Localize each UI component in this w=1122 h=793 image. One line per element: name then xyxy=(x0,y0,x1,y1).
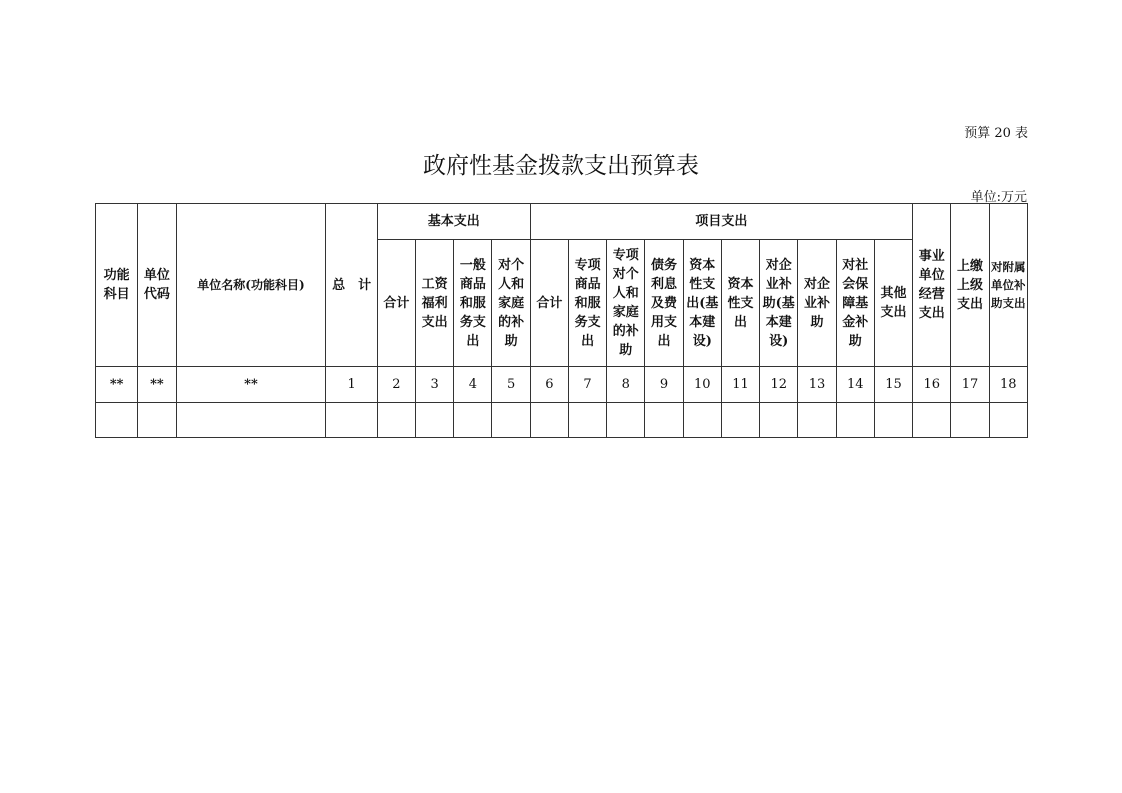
header-project-col: 资本 性支 出(基 本建 设) xyxy=(683,240,721,367)
header-basic-expenditure: 基本支出 xyxy=(377,204,530,240)
header-project-col: 资本 性支 出 xyxy=(721,240,759,367)
header-unit-name: 单位名称(功能科目) xyxy=(176,204,326,367)
header-biz-unit-operating: 事业 单位 经营 支出 xyxy=(913,204,951,367)
data-cell xyxy=(377,403,415,438)
data-cell xyxy=(913,403,951,438)
data-cell xyxy=(951,403,989,438)
data-cell xyxy=(138,403,176,438)
data-cell xyxy=(798,403,836,438)
index-cell: ** xyxy=(96,367,138,403)
table-row xyxy=(96,403,1028,438)
index-cell: 15 xyxy=(874,367,912,403)
header-subsidiary: 对附属 单位补 助支出 xyxy=(989,204,1027,367)
index-cell: 13 xyxy=(798,367,836,403)
index-cell: 9 xyxy=(645,367,683,403)
header-upper-level: 上缴 上级 支出 xyxy=(951,204,989,367)
data-cell xyxy=(176,403,326,438)
header-func-subject: 功能 科目 xyxy=(96,204,138,367)
data-cell xyxy=(96,403,138,438)
data-cell xyxy=(721,403,759,438)
header-row-1 xyxy=(96,204,1028,240)
data-cell xyxy=(492,403,530,438)
data-cell xyxy=(568,403,606,438)
header-project-col: 对企 业补 助(基 本建 设) xyxy=(760,240,798,367)
data-cell xyxy=(326,403,377,438)
data-cell xyxy=(836,403,874,438)
index-cell: 2 xyxy=(377,367,415,403)
index-cell: 7 xyxy=(568,367,606,403)
index-cell: 6 xyxy=(530,367,568,403)
header-project-col: 合计 xyxy=(530,240,568,367)
data-cell xyxy=(645,403,683,438)
header-basic-col: 对个 人和 家庭 的补 助 xyxy=(492,240,530,367)
index-cell: 1 xyxy=(326,367,377,403)
header-project-expenditure: 项目支出 xyxy=(530,204,912,240)
index-cell: ** xyxy=(176,367,326,403)
header-project-col: 专项 对个 人和 家庭 的补 助 xyxy=(607,240,645,367)
index-cell: 4 xyxy=(454,367,492,403)
data-cell xyxy=(530,403,568,438)
header-project-col: 对社 会保 障基 金补 助 xyxy=(836,240,874,367)
header-basic-col: 工资 福利 支出 xyxy=(416,240,454,367)
header-basic-col: 一般 商品 和服 务支 出 xyxy=(454,240,492,367)
index-cell: 17 xyxy=(951,367,989,403)
header-project-col: 专项 商品 和服 务支 出 xyxy=(568,240,606,367)
index-cell: 18 xyxy=(989,367,1027,403)
index-cell: 12 xyxy=(760,367,798,403)
header-total: 总 计 xyxy=(326,204,377,367)
data-cell xyxy=(454,403,492,438)
index-cell: 5 xyxy=(492,367,530,403)
index-cell: ** xyxy=(138,367,176,403)
data-cell xyxy=(416,403,454,438)
header-project-col: 其他 支出 xyxy=(874,240,912,367)
data-cell xyxy=(989,403,1027,438)
index-cell: 14 xyxy=(836,367,874,403)
data-cell xyxy=(760,403,798,438)
index-cell: 8 xyxy=(607,367,645,403)
unit-label: 单位:万元 xyxy=(970,190,1027,205)
page-title: 政府性基金拨款支出预算表 xyxy=(423,153,699,179)
index-cell: 11 xyxy=(721,367,759,403)
index-cell: 10 xyxy=(683,367,721,403)
form-number: 预算 20 表 xyxy=(964,126,1028,141)
header-basic-col: 合计 xyxy=(377,240,415,367)
data-cell xyxy=(607,403,645,438)
data-cell xyxy=(683,403,721,438)
header-project-col: 债务 利息 及费 用支 出 xyxy=(645,240,683,367)
index-row xyxy=(96,367,1028,403)
index-cell: 16 xyxy=(913,367,951,403)
index-cell: 3 xyxy=(416,367,454,403)
budget-table xyxy=(95,203,1028,438)
header-project-col: 对企 业补 助 xyxy=(798,240,836,367)
header-unit-code: 单位 代码 xyxy=(138,204,176,367)
data-cell xyxy=(874,403,912,438)
